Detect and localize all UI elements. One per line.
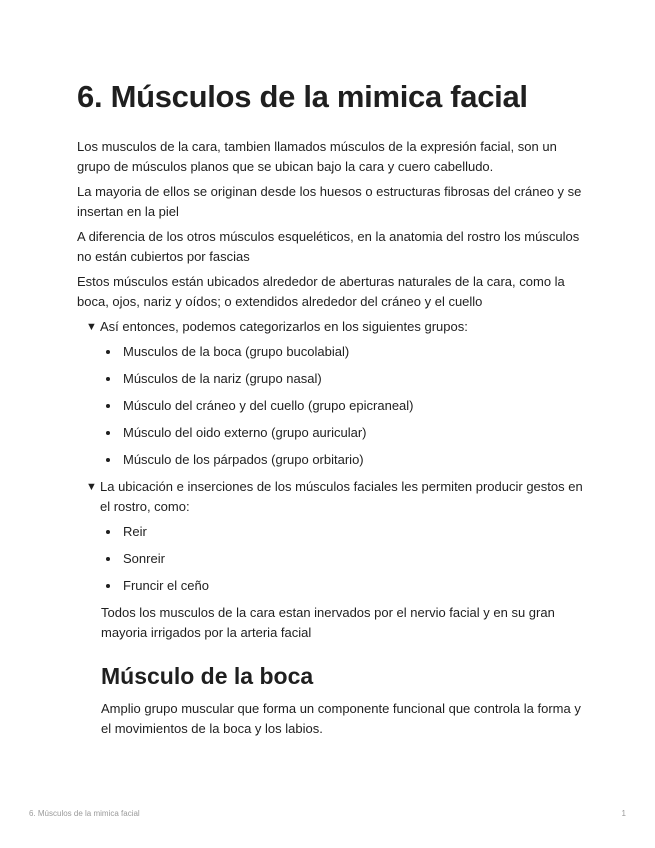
bullet-icon bbox=[106, 458, 110, 462]
list-item bbox=[101, 423, 587, 443]
bullet-icon bbox=[106, 404, 110, 408]
list-item bbox=[101, 369, 587, 389]
toggle-arrow-icon[interactable]: ▼ bbox=[86, 481, 97, 493]
toggle-facial-gestures-header[interactable] bbox=[86, 477, 587, 517]
bullet-icon bbox=[106, 377, 110, 381]
page-title: 6. Músculos de la mimica facial bbox=[77, 79, 528, 114]
muscle-groups-list bbox=[101, 342, 587, 470]
list-item bbox=[101, 576, 587, 596]
toggle-facial-gestures bbox=[86, 477, 587, 739]
bullet-icon bbox=[106, 431, 110, 435]
intro-paragraph-3: A diferencia de los otros músculos esqueléticos, en la anatomia del rostro los músculos no están cubiertos por fascias bbox=[77, 229, 580, 264]
list-item bbox=[101, 396, 587, 416]
intro-paragraph-2: La mayoria de ellos se originan desde los huesos o estructuras fibrosas del cráneo y se insertan en la piel bbox=[77, 184, 582, 219]
mouth-paragraph: Amplio grupo muscular que forma un componente funcional que controla la forma y el movimientos de la boca y los labios. bbox=[101, 701, 581, 736]
toggle-muscle-groups-header[interactable] bbox=[86, 317, 587, 337]
list-item-text: Músculo del oido externo (grupo auricular) bbox=[123, 425, 367, 440]
intro-paragraph-1: Los musculos de la cara, tambien llamados músculos de la expresión facial, son un grupo de músculos planos que se ubican bajo la cara y cuero cabelludo. bbox=[77, 139, 557, 174]
list-item bbox=[101, 522, 587, 542]
toggle-facial-gestures-body bbox=[101, 522, 587, 739]
list-item bbox=[101, 450, 587, 470]
list-item-text: Musculos de la boca (grupo bucolabial) bbox=[123, 344, 350, 359]
toggle-muscle-groups-body bbox=[101, 342, 587, 470]
toggle-muscle-groups bbox=[86, 317, 587, 470]
list-item bbox=[101, 549, 587, 569]
list-item-text: Músculo del cráneo y del cuello (grupo epicraneal) bbox=[123, 398, 414, 413]
list-item bbox=[101, 342, 587, 362]
list-item-text: Músculo de los párpados (grupo orbitario) bbox=[123, 452, 364, 467]
bullet-icon bbox=[106, 530, 110, 534]
footer-document-title: 6. Músculos de la mimica facial bbox=[29, 809, 140, 818]
intro-paragraph-4: Estos músculos están ubicados alrededor de aberturas naturales de la cara, como la boca, ojos, nariz y oídos; o extendidos alrededor del cráneo y el cuello bbox=[77, 274, 565, 309]
innervation-paragraph: Todos los musculos de la cara estan inervados por el nervio facial y en su gran mayoria irrigados por la arteria facial bbox=[101, 605, 555, 640]
list-item-text: Fruncir el ceño bbox=[123, 578, 209, 593]
list-item-text: Músculos de la nariz (grupo nasal) bbox=[123, 371, 322, 386]
bullet-icon bbox=[106, 350, 110, 354]
page-content bbox=[77, 78, 587, 744]
bullet-icon bbox=[106, 584, 110, 588]
bullet-icon bbox=[106, 557, 110, 561]
toggle-arrow-icon[interactable]: ▼ bbox=[86, 321, 97, 333]
toggle-muscle-groups-heading: Así entonces, podemos categorizarlos en los siguientes grupos: bbox=[100, 319, 468, 334]
section-title-mouth: Músculo de la boca bbox=[101, 663, 314, 689]
toggle-facial-gestures-heading: La ubicación e inserciones de los músculos faciales les permiten producir gestos en el rostro, como: bbox=[100, 479, 583, 514]
list-item-text: Sonreir bbox=[123, 551, 165, 566]
gestures-list bbox=[101, 522, 587, 596]
footer-page-number: 1 bbox=[621, 809, 626, 818]
list-item-text: Reir bbox=[123, 524, 147, 539]
